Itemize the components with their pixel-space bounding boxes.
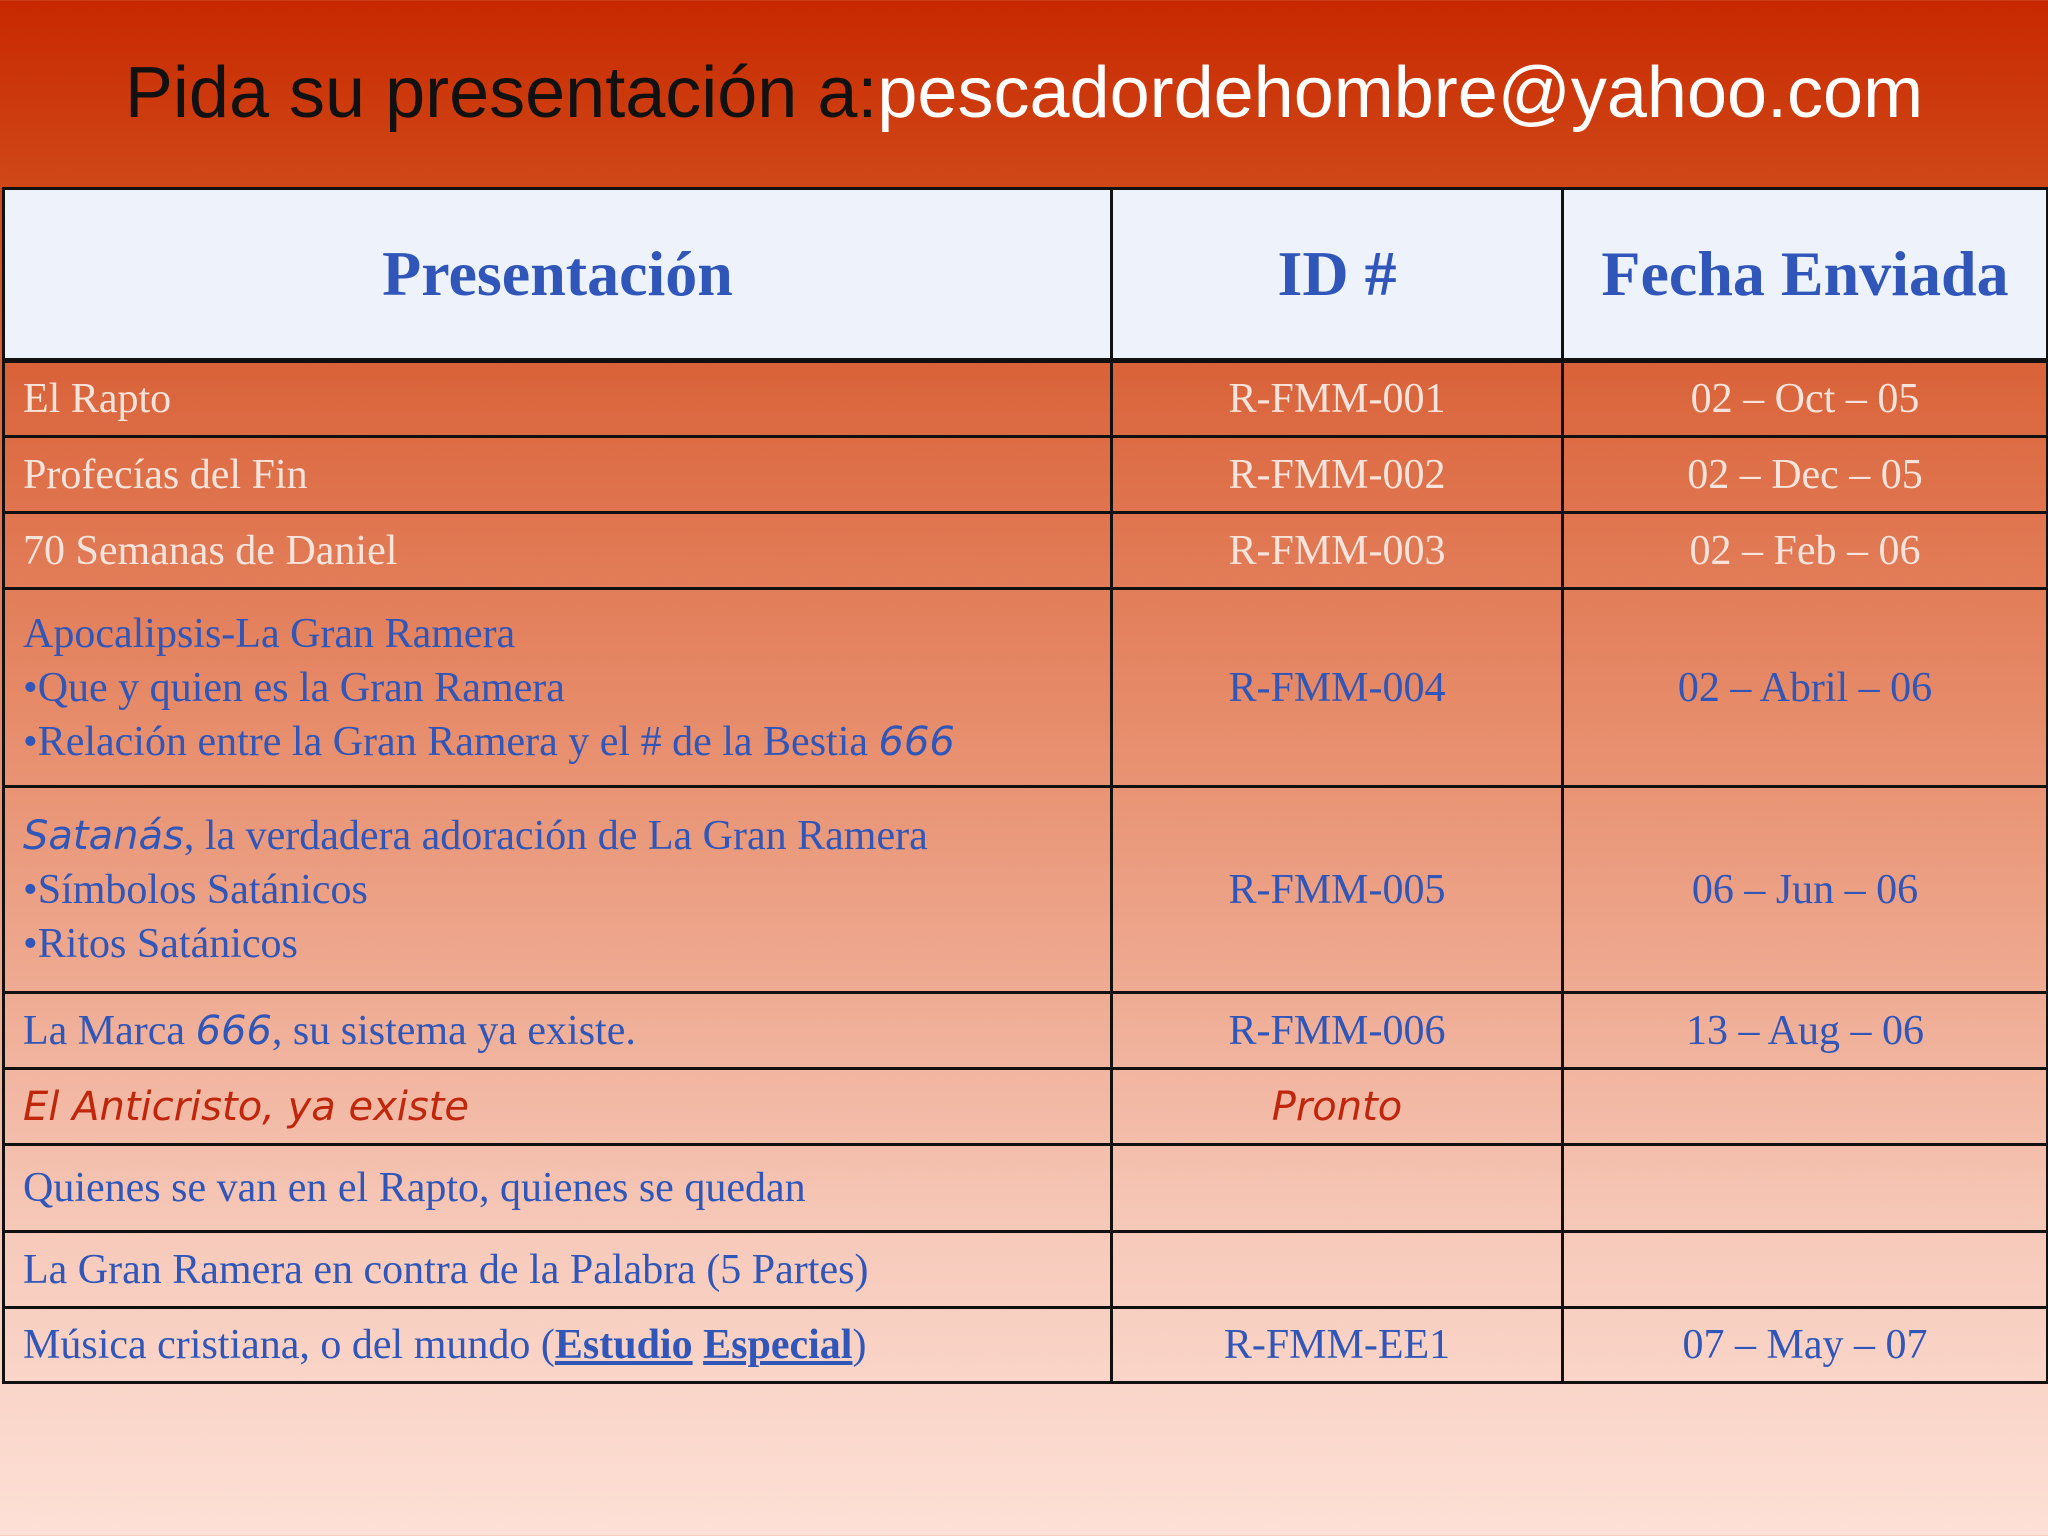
contact-email[interactable]: pescadordehombre@yahoo.com — [877, 52, 1924, 133]
table-row — [4, 589, 2048, 787]
presentation-title — [4, 993, 1112, 1069]
presentation-date: 07 – May – 07 — [1563, 1308, 2048, 1383]
table-row — [4, 361, 2048, 437]
presentation-date: 02 – Dec – 05 — [1563, 437, 2048, 513]
presentation-title: El Rapto — [4, 361, 1112, 437]
header-id: ID # — [1112, 189, 1563, 361]
table-row — [4, 1232, 2048, 1308]
table-row — [4, 1308, 2048, 1383]
title-line — [23, 809, 1110, 863]
presentation-date: 13 – Aug – 06 — [1563, 993, 2048, 1069]
especial-link[interactable]: Especial — [703, 1322, 853, 1368]
title-text: La Marca — [23, 1007, 196, 1054]
presentation-id: R-FMM-EE1 — [1112, 1308, 1563, 1383]
title-text: , la verdadera adoración de La Gran Ramera — [183, 812, 928, 859]
table-row — [4, 993, 2048, 1069]
header-fecha: Fecha Enviada — [1563, 189, 2048, 361]
table-row — [4, 437, 2048, 513]
presentations-table — [2, 187, 2048, 1384]
table-row — [4, 1069, 2048, 1145]
presentation-id: R-FMM-002 — [1112, 437, 1563, 513]
presentation-title — [4, 589, 1112, 787]
header-prefix: Pida su presentación a: — [124, 52, 878, 133]
bullet-text: •Relación entre la Gran Ramera y el # de la Bestia — [23, 718, 879, 765]
presentation-id: R-FMM-001 — [1112, 361, 1563, 437]
bullet-line — [23, 715, 1110, 769]
presentation-date — [1563, 1069, 2048, 1145]
table-row — [4, 1145, 2048, 1232]
presentation-date: 02 – Oct – 05 — [1563, 361, 2048, 437]
presentation-id: R-FMM-004 — [1112, 589, 1563, 787]
header-banner — [0, 0, 2048, 185]
mark-number: 666 — [195, 1007, 272, 1054]
presentation-date — [1563, 1232, 2048, 1308]
presentation-id: Pronto — [1112, 1069, 1563, 1145]
table-row — [4, 513, 2048, 589]
title-line: Apocalipsis-La Gran Ramera — [23, 610, 516, 657]
presentation-date — [1563, 1145, 2048, 1232]
bullet-line: •Que y quien es la Gran Ramera — [23, 664, 565, 711]
beast-number: 666 — [878, 718, 955, 765]
header-presentacion: Presentación — [4, 189, 1112, 361]
estudio-link[interactable]: Estudio — [554, 1322, 693, 1368]
presentation-title: 70 Semanas de Daniel — [4, 513, 1112, 589]
title-text: , su sistema ya existe. — [271, 1007, 636, 1054]
presentation-title: El Anticristo, ya existe — [4, 1069, 1112, 1145]
presentation-date: 02 – Feb – 06 — [1563, 513, 2048, 589]
presentation-title: Quienes se van en el Rapto, quienes se quedan — [4, 1145, 1112, 1232]
presentation-id: R-FMM-006 — [1112, 993, 1563, 1069]
table-header-row — [4, 189, 2048, 361]
bullet-line: •Ritos Satánicos — [23, 920, 298, 967]
presentation-id — [1112, 1145, 1563, 1232]
presentation-title: Profecías del Fin — [4, 437, 1112, 513]
presentation-title — [4, 787, 1112, 993]
presentation-id: R-FMM-005 — [1112, 787, 1563, 993]
presentation-title: La Gran Ramera en contra de la Palabra (5 Partes) — [4, 1232, 1112, 1308]
title-text: ) — [852, 1322, 867, 1368]
presentation-date: 02 – Abril – 06 — [1563, 589, 2048, 787]
table-row — [4, 787, 2048, 993]
presentation-id — [1112, 1232, 1563, 1308]
bullet-line: •Símbolos Satánicos — [23, 866, 368, 913]
title-text: Música cristiana, o del mundo ( — [23, 1322, 555, 1368]
presentation-date: 06 – Jun – 06 — [1563, 787, 2048, 993]
presentation-id: R-FMM-003 — [1112, 513, 1563, 589]
presentation-title — [4, 1308, 1112, 1383]
satanas-word: Satanás — [23, 812, 184, 859]
